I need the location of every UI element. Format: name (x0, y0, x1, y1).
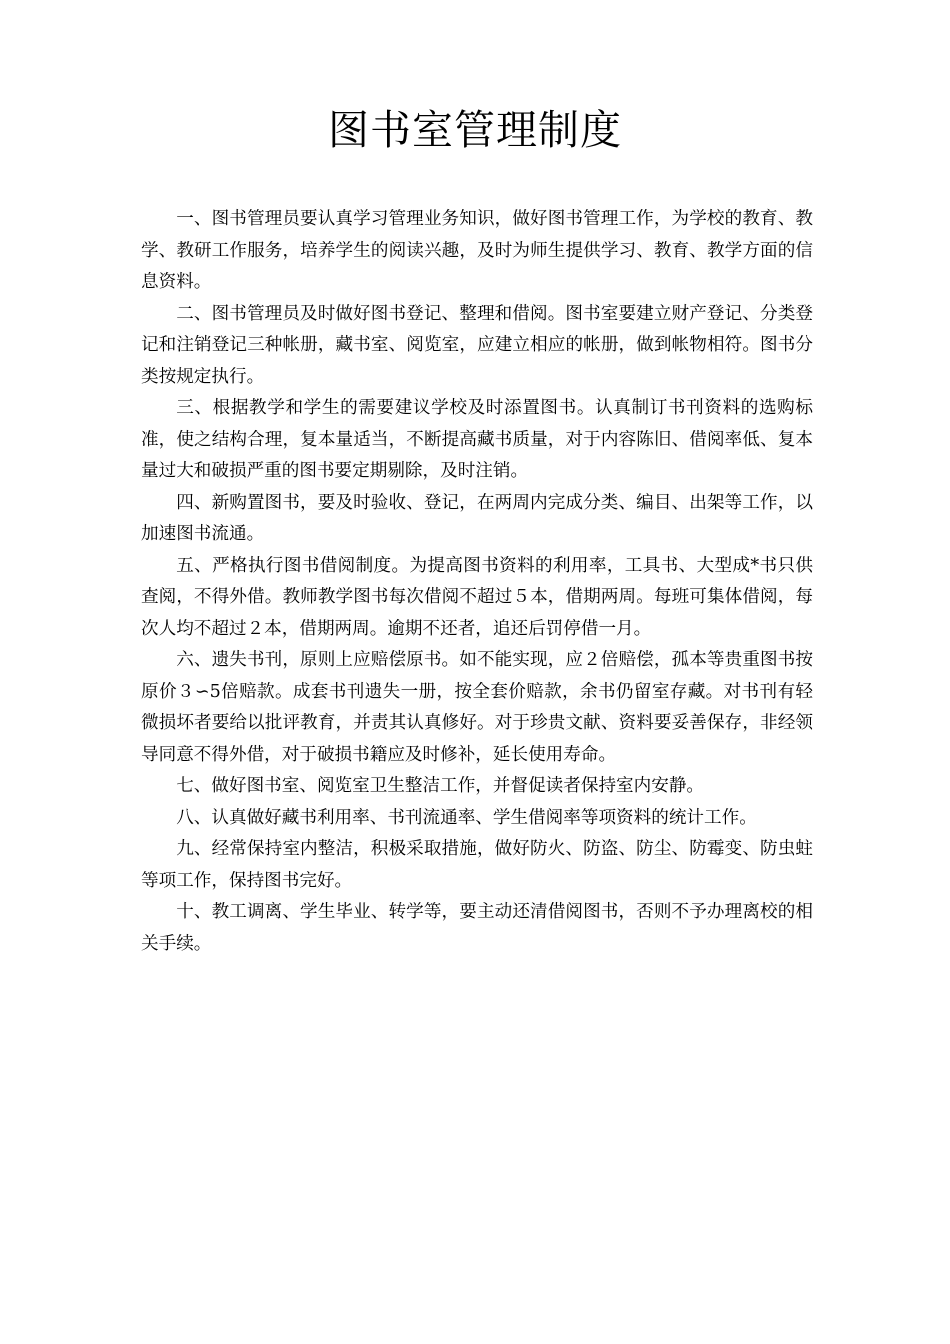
document-title: 图书室管理制度 (328, 106, 622, 154)
paragraph-8: 八、认真做好藏书利用率、书刊流通率、学生借阅率等项资料的统计工作。 (176, 807, 757, 828)
paragraph-2: 二、图书管理员及时做好图书登记、整理和借阅。图书室要建立财产登记、分类登记和注销登记三种帐册，藏书室、阅览室，应建立相应的帐册，做到帐物相符。图书分类按规定执行。 (141, 303, 813, 387)
document-body (141, 204, 813, 960)
paragraph-5: 五、严格执行图书借阅制度。为提高图书资料的利用率，工具书、大型成*书只供查阅，不得外借。教师教学图书每次借阅不超过５本，借期两周。每班可集体借阅，每次人均不超过２本，借期两周。逾期不还者，追还后罚停借一月。 (141, 555, 813, 639)
paragraph-1: 一、图书管理员要认真学习管理业务知识，做好图书管理工作，为学校的教育、教学、教研工作服务，培养学生的阅读兴趣，及时为师生提供学习、教育、教学方面的信息资料。 (141, 209, 813, 292)
paragraph-3: 三、根据教学和学生的需要建议学校及时添置图书。认真制订书刊资料的选购标准，使之结构合理，复本量适当，不断提高藏书质量，对于内容陈旧、借阅率低、复本量过大和破损严重的图书要定期剔除，及时注销。 (141, 398, 813, 481)
paragraph-4: 四、新购置图书，要及时验收、登记，在两周内完成分类、编目、出架等工作，以加速图书流通。 (141, 492, 813, 544)
paragraph-9: 九、经常保持室内整洁，积极采取措施，做好防火、防盗、防尘、防霉变、防虫蛀等项工作，保持图书完好。 (141, 839, 813, 891)
paragraph-10: 十、教工调离、学生毕业、转学等，要主动还清借阅图书，否则不予办理离校的相关手续。 (141, 902, 813, 954)
paragraph-6: 六、遗失书刊，原则上应赔偿原书。如不能实现，应２倍赔偿，孤本等贵重图书按原价３∽5倍赔款。成套书刊遗失一册，按全套价赔款，余书仍留室存藏。对书刊有轻微损坏者要给以批评教育，并责其认真修好。对于珍贵文献、资料要妥善保存，非经领导同意不得外借，对于破损书籍应及时修补，延长使用寿命。 (141, 650, 813, 765)
paragraph-7: 七、做好图书室、阅览室卫生整洁工作，并督促读者保持室内安静。 (176, 776, 705, 796)
